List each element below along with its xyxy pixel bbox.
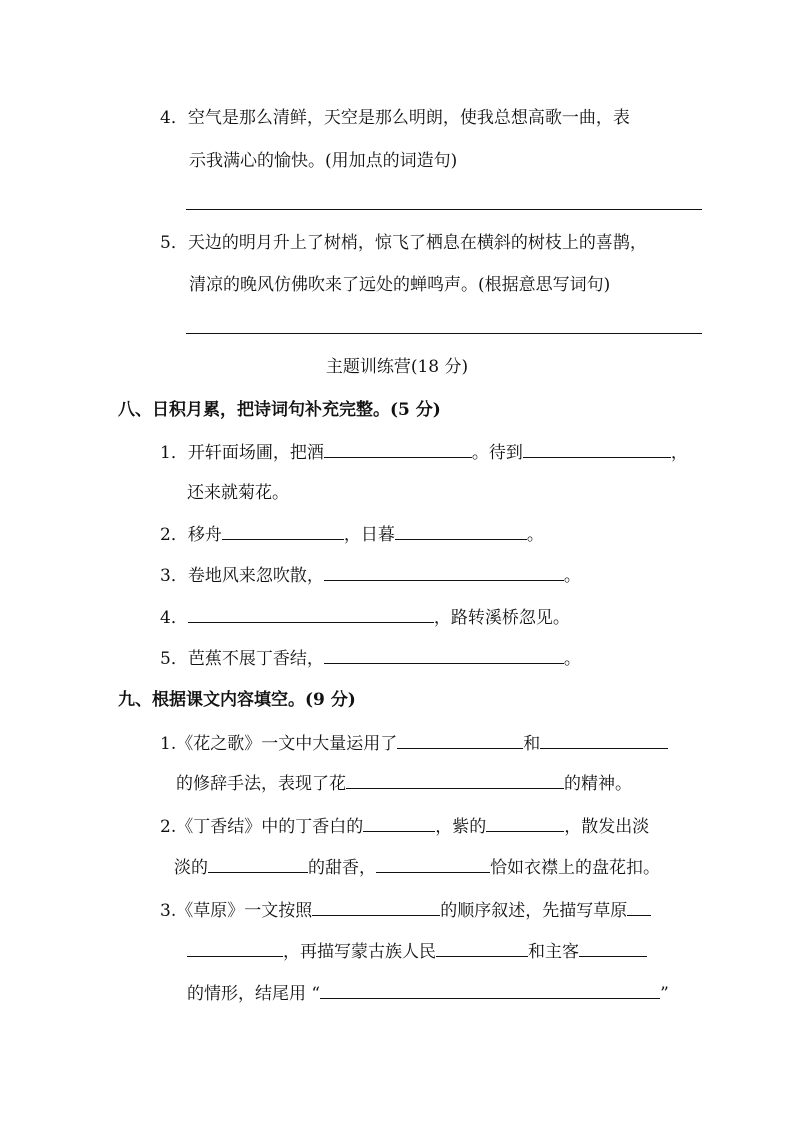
answer-blank[interactable] — [486, 815, 564, 832]
item-text: ，再描写蒙古族人民 — [283, 942, 436, 962]
item-number: 2. — [160, 817, 177, 837]
item-text: 《丁香结》中的丁香白的 — [176, 817, 364, 837]
item-text: ，路转溪桥忽见。 — [433, 608, 570, 628]
answer-blank[interactable] — [363, 815, 435, 832]
q8-item5 — [160, 647, 581, 670]
item-text: 淡的 — [174, 858, 208, 878]
item-text: 。 — [526, 525, 544, 545]
q9-item2-line2 — [174, 856, 660, 879]
item-text: 的情形，结尾用 “ — [187, 984, 321, 1004]
answer-blank[interactable] — [312, 899, 440, 916]
answer-line[interactable] — [186, 333, 702, 334]
item-text: 和 — [523, 734, 541, 754]
item-number: 1． — [160, 443, 188, 463]
q8-heading: 八、日积月累，把诗词句补充完整。(5 分) — [118, 400, 441, 420]
item-text: 天边的明月升上了树梢，惊飞了栖息在横斜的树枝上的喜鹊， — [187, 233, 647, 253]
item-text: 开轩面场圃，把酒 — [187, 443, 324, 463]
answer-blank[interactable] — [187, 940, 283, 957]
item-text: ，散发出淡 — [564, 817, 650, 837]
answer-blank[interactable] — [523, 441, 671, 458]
answer-line[interactable] — [186, 209, 702, 210]
item-text: 卷地风来忽吹散， — [187, 566, 324, 586]
item-text: 芭蕉不展丁香结， — [187, 649, 324, 669]
item-text: 。待到 — [471, 443, 523, 463]
answer-blank[interactable] — [324, 647, 564, 664]
answer-blank[interactable] — [436, 940, 528, 957]
answer-blank[interactable] — [395, 523, 527, 540]
item-text: 恰如衣襟上的盘花扣。 — [490, 858, 660, 878]
q9-item3-line1 — [160, 899, 651, 922]
item-text: 的顺序叙述，先描写草原 — [440, 901, 628, 921]
q8-item1 — [160, 441, 688, 464]
q7-item5-line1 — [160, 232, 647, 254]
item-text: ，日暮 — [343, 525, 395, 545]
answer-blank[interactable] — [324, 564, 564, 581]
q9-item2-line1 — [160, 815, 649, 838]
q8-item1-cont: 还来就菊花。 — [187, 483, 289, 503]
q8-item3 — [160, 564, 581, 587]
q9-item3-line2 — [187, 940, 647, 963]
item-text: 《草原》一文按照 — [176, 901, 313, 921]
answer-blank[interactable] — [627, 899, 651, 916]
item-number: 3． — [160, 566, 188, 586]
item-text: 。 — [563, 566, 581, 586]
q7-item5-line2: 清凉的晚风仿佛吹来了远处的蝉鸣声。(根据意思写词句) — [189, 275, 611, 295]
answer-blank[interactable] — [397, 732, 523, 749]
section-title: 主题训练营(18 分) — [325, 357, 469, 377]
item-text: 的精神。 — [564, 774, 632, 794]
answer-blank[interactable] — [208, 856, 308, 873]
item-number: 3. — [160, 901, 177, 921]
item-number: 5． — [160, 649, 188, 669]
item-text: 和主客 — [528, 942, 579, 962]
item-text: ” — [660, 984, 669, 1004]
q9-item1-line2 — [176, 772, 632, 795]
answer-blank[interactable] — [346, 772, 564, 789]
answer-blank[interactable] — [540, 732, 668, 749]
answer-blank[interactable] — [320, 982, 660, 999]
answer-blank[interactable] — [324, 441, 472, 458]
item-text: 。 — [563, 649, 581, 669]
q7-item4-line1 — [160, 107, 630, 129]
item-text: 的修辞手法，表现了花 — [176, 774, 346, 794]
item-text: ， — [670, 443, 688, 463]
item-text: 的甜香， — [308, 858, 376, 878]
item-number: 4． — [160, 108, 188, 128]
q8-item4 — [160, 606, 570, 629]
answer-blank[interactable] — [188, 606, 434, 623]
item-number: 2． — [160, 525, 188, 545]
item-text: 《花之歌》一文中大量运用了 — [176, 734, 398, 754]
q9-item3-line3 — [187, 982, 669, 1005]
item-number: 4． — [160, 608, 188, 628]
answer-blank[interactable] — [376, 856, 490, 873]
item-text: 移舟 — [187, 525, 222, 545]
q9-item1-line1 — [160, 732, 668, 755]
q7-item4-line2: 示我满心的愉快。(用加点的词造句) — [189, 151, 458, 171]
item-number: 1. — [160, 734, 177, 754]
q8-item2 — [160, 523, 544, 546]
item-number: 5． — [160, 233, 188, 253]
item-text: 空气是那么清鲜，天空是那么明朗，使我总想高歌一曲，表 — [187, 108, 630, 128]
answer-blank[interactable] — [579, 940, 647, 957]
item-text: ，紫的 — [435, 817, 487, 837]
answer-blank[interactable] — [222, 523, 344, 540]
q9-heading: 九、根据课文内容填空。(9 分) — [118, 690, 356, 710]
